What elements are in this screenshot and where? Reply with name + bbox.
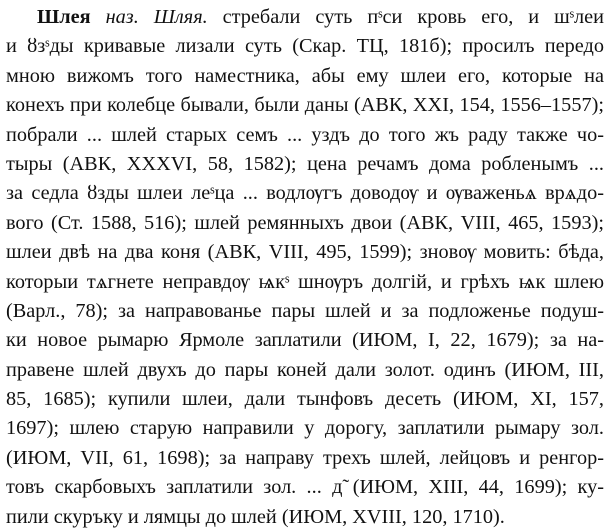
- entry-line-11: (Варл., 78); за направованье пары шлей и за подложенье подуш-: [6, 299, 604, 322]
- entry-line-17: товъ скарбовыхъ заплатили зол. ... д̃ (ИЮМ, XIII, 44, 1699); ку-: [6, 476, 604, 499]
- dictionary-entry: [6, 3, 604, 532]
- entry-line-13: правене шлей двухъ до пары коней дали золот. одинъ (ИЮМ, III,: [6, 358, 604, 381]
- entry-line-16: (ИЮМ, VII, 61, 1698); за направу трехъ шлей, лейцовъ и ренгор-: [6, 446, 604, 469]
- entry-line-6: тыры (АВК, XXXVI, 58, 1582); цена речамъ дома робленымъ ...: [6, 152, 604, 175]
- entry-line-8: вого (Ст. 1588, 516); шлей ремянныхъ двои (АВК, VIII, 465, 1593);: [6, 211, 604, 234]
- entry-line-18: пили скуръку и лямцы до шлей (ИЮМ, XVIII, 120, 1710).: [6, 505, 505, 528]
- entry-line-7: за седла ȣзды шлеи леˢца ... водлѹгъ доводѹ и ѹваженьѧ врѧдо-: [6, 182, 604, 205]
- entry-line-10: которыи тѧгнете неправдѹ ѩкˢ шнѹръ долгій, и грѣхъ ѩк шлею: [6, 270, 604, 293]
- entry-line-3: мною вижомъ того наместника, абы ему шлеи его, которые на: [6, 64, 604, 87]
- entry-line-9: шлеи двѣ на два коня (АВК, VIII, 495, 1599); зновѹ мовить: бѣда,: [6, 241, 604, 264]
- entry-line-15: 1697); шлею старую направили у дорогу, заплатили рымару зол.: [6, 417, 604, 440]
- entry-line-14: 85, 1685); купили шлеи, дали тынфовъ десеть (ИЮМ, XI, 157,: [6, 388, 604, 411]
- headword: Шлея: [37, 6, 91, 28]
- entry-text: стребали суть пˢси кровь его, и шˢлеи: [207, 6, 605, 28]
- entry-line-2: и ȣзˢды кривавые лизали суть (Скар. ТЦ, 181б); просилъ передо: [6, 35, 604, 58]
- entry-line-1: [6, 3, 604, 32]
- entry-line-5: побрали ... шлей старых семъ ... уздъ до того жъ раду также чо-: [6, 123, 604, 146]
- grammar-label: наз.: [105, 6, 139, 28]
- entry-line-12: ки новое рымарю Ярмоле заплатили (ИЮМ, I, 22, 1679); за на-: [6, 329, 604, 352]
- headword-variant: Шляя.: [138, 6, 208, 28]
- headword-separator: [91, 6, 106, 28]
- entry-line-4: конехъ при колебце бывали, были даны (АВК, XXI, 154, 1556–1557);: [6, 94, 604, 117]
